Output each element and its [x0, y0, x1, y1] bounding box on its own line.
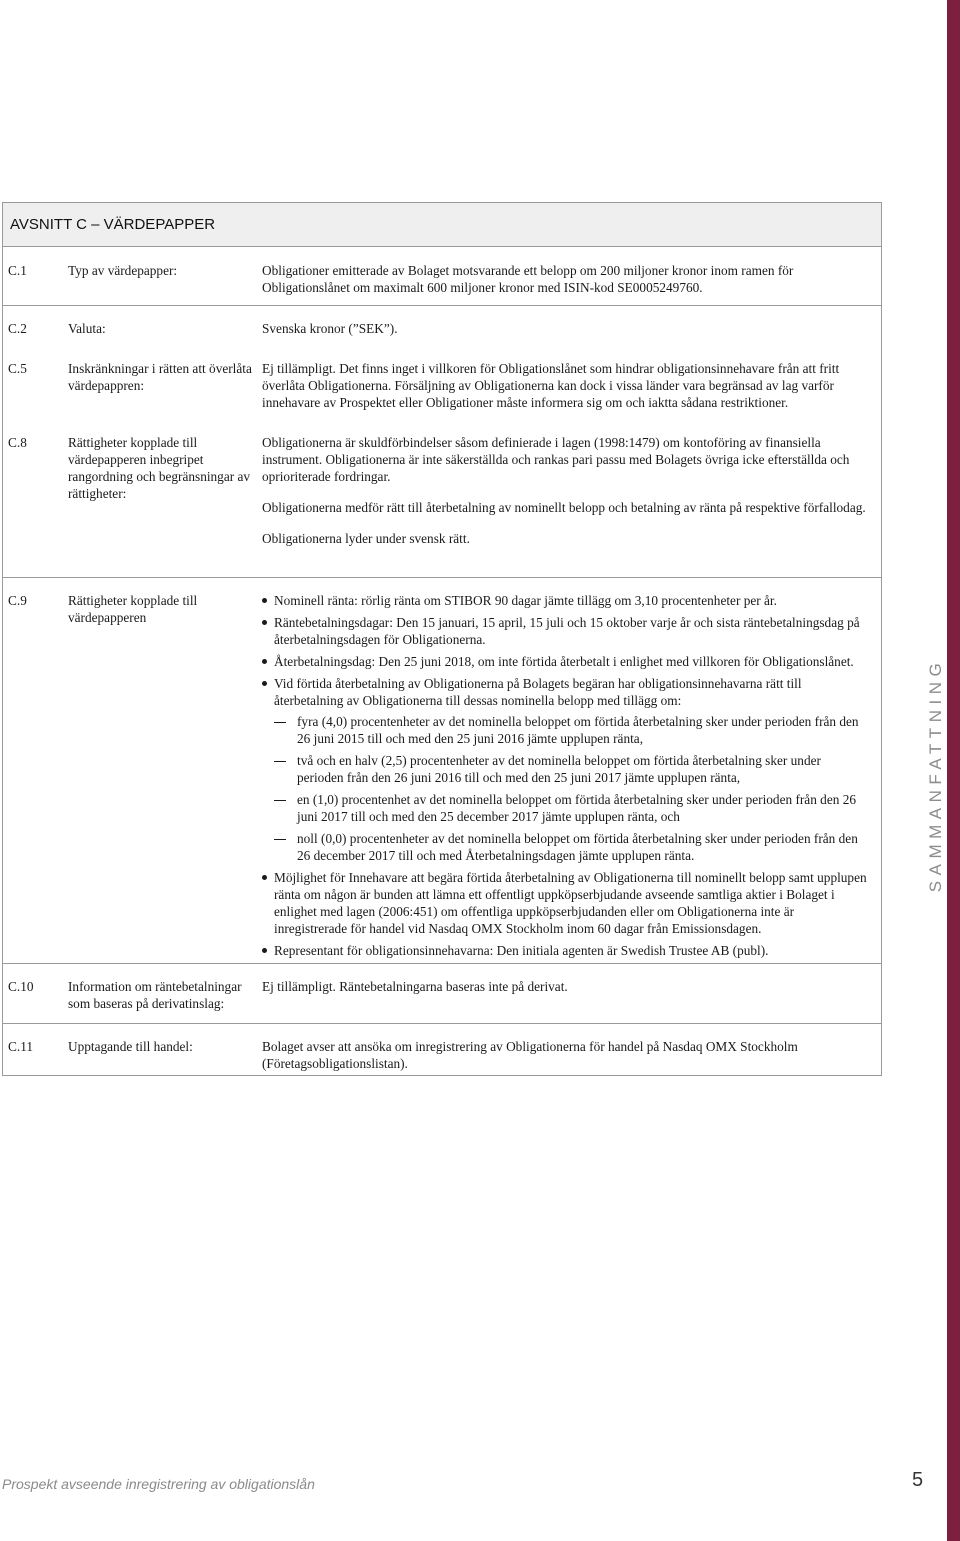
row-c2	[3, 305, 881, 345]
paragraph: Obligationerna lyder under svensk rätt.	[262, 531, 470, 546]
bullet-list	[262, 592, 867, 959]
row-code: C.9	[8, 593, 27, 608]
row-c8	[3, 419, 881, 578]
bullet-text: Vid förtida återbetalning av Obligationerna på Bolagets begäran har obligationsinnehavarna rätt till återbetalning av Obligationerna till dessas nominella belopp med tillägg om:	[274, 676, 802, 708]
bullet-item: Möjlighet för Innehavare att begära förtida återbetalning av Obligationerna till nominellt belopp samt upplupen ränta om någon är bunden att lämna ett offentligt uppköpserbjudande avseende samtliga aktier i Bolaget i enlighet med lagen (2006:451) om offentliga uppköpserbjudanden eller om Obligationerna inte är inregistrerade för handel vid Nasdaq OMX Stockholm inom 60 dagar från Emissionsdagen.	[262, 869, 867, 937]
paragraph: Bolaget avser att ansöka om inregistrering av Obligationerna för handel på Nasdaq OMX Stockholm (Företagsobligationslistan).	[262, 1039, 798, 1071]
paragraph: Svenska kronor (”SEK”).	[262, 321, 398, 336]
bullet-item	[262, 675, 867, 864]
row-c1	[3, 247, 881, 306]
row-c10	[3, 963, 881, 1024]
accent-bar	[947, 0, 960, 1541]
bullet-item: Räntebetalningsdagar: Den 15 januari, 15 april, 15 juli och 15 oktober varje år och sista räntebetalningsdag på återbetalningsdagen för Obligationerna.	[262, 614, 867, 648]
page-number: 5	[912, 1469, 924, 1491]
dash-item: noll (0,0) procentenheter av det nominella beloppet om förtida återbetalning sker under perioden från den 26 december 2017 till och med Återbetalningsdagen jämte upplupen ränta.	[274, 830, 867, 864]
paragraph: Ej tillämpligt. Det finns inget i villkoren för Obligationslånet som hindrar obligationsinnehavare från att fritt överlåta Obligationerna. Försäljning av Obligationerna kan dock i vissa länder vara begränsad av lag varför innehavare av Prospektet eller Obligationer måste informera sig om och iaktta sådana restriktioner.	[262, 361, 840, 410]
dash-item: två och en halv (2,5) procentenheter av det nominella beloppet om förtida återbetalning sker under perioden från den 26 juni 2016 till och med den 25 juni 2017 jämte upplupen ränta,	[274, 752, 867, 786]
row-code: C.10	[8, 979, 34, 994]
row-code: C.8	[8, 435, 27, 450]
row-content	[262, 360, 867, 411]
bullet-item: Återbetalningsdag: Den 25 juni 2018, om inte förtida återbetalt i enlighet med villkoren för Obligationslånet.	[262, 653, 867, 670]
row-content	[262, 262, 867, 296]
row-content	[262, 320, 867, 337]
bullet-item: Representant för obligationsinnehavarna: Den initiala agenten är Swedish Trustee AB (publ).	[262, 942, 867, 959]
footer-text: Prospekt avseende inregistrering av obligationslån	[2, 1476, 315, 1492]
row-label: Information om räntebetalningar som baseras på derivatinslag:	[68, 979, 242, 1011]
row-content	[262, 978, 867, 995]
row-c9	[3, 577, 881, 964]
paragraph: Ej tillämpligt. Räntebetalningarna baseras inte på derivat.	[262, 979, 568, 994]
dash-list	[274, 713, 867, 864]
bullet-item: Nominell ränta: rörlig ränta om STIBOR 90 dagar jämte tillägg om 3,10 procentenheter per år.	[262, 592, 867, 609]
row-content	[262, 592, 867, 964]
dash-item: en (1,0) procentenhet av det nominella beloppet om förtida återbetalning sker under perioden från den 26 juni 2017 till och med den 25 december 2017 jämte upplupen ränta, och	[274, 791, 867, 825]
dash-item: fyra (4,0) procentenheter av det nominella beloppet om förtida återbetalning sker under perioden från den 26 juni 2015 till och med den 25 juni 2016 jämte upplupen ränta,	[274, 713, 867, 747]
row-code: C.1	[8, 263, 27, 278]
row-code: C.2	[8, 321, 27, 336]
row-c5	[3, 345, 881, 419]
side-label: SAMMANFATTNING	[926, 657, 945, 893]
row-c11	[3, 1023, 881, 1075]
row-label: Rättigheter kopplade till värdepapperen inbegripet rangordning och begränsningar av rättigheter:	[68, 435, 251, 501]
paragraph: Obligationerna medför rätt till återbetalning av nominellt belopp och betalning av ränta på respektive förfallodag.	[262, 500, 866, 515]
paragraph: Obligationer emitterade av Bolaget motsvarande ett belopp om 200 miljoner kronor inom ramen för Obligationslånet om maximalt 600 miljoner kronor med ISIN-kod SE0005249760.	[262, 263, 794, 295]
row-label: Typ av värdepapper:	[68, 263, 178, 278]
row-code: C.5	[8, 361, 27, 376]
section-c-table	[2, 202, 882, 1076]
row-code: C.11	[8, 1039, 33, 1054]
row-label: Inskränkningar i rätten att överlåta värdepappren:	[68, 361, 252, 393]
row-content	[262, 1038, 867, 1072]
row-content	[262, 434, 867, 547]
row-label: Rättigheter kopplade till värdepapperen	[68, 593, 198, 625]
section-title: AVSNITT C – VÄRDEPAPPER	[10, 216, 216, 233]
row-label: Valuta:	[68, 321, 106, 336]
paragraph: Obligationerna är skuldförbindelser såsom definierade i lagen (1998:1479) om kontoföring av finansiella instrument. Obligationerna är inte säkerställda och rankas pari passu med Bolagets övriga icke efterställda och oprioriterade fordringar.	[262, 435, 850, 484]
section-header	[3, 203, 881, 247]
row-label: Upptagande till handel:	[68, 1039, 193, 1054]
